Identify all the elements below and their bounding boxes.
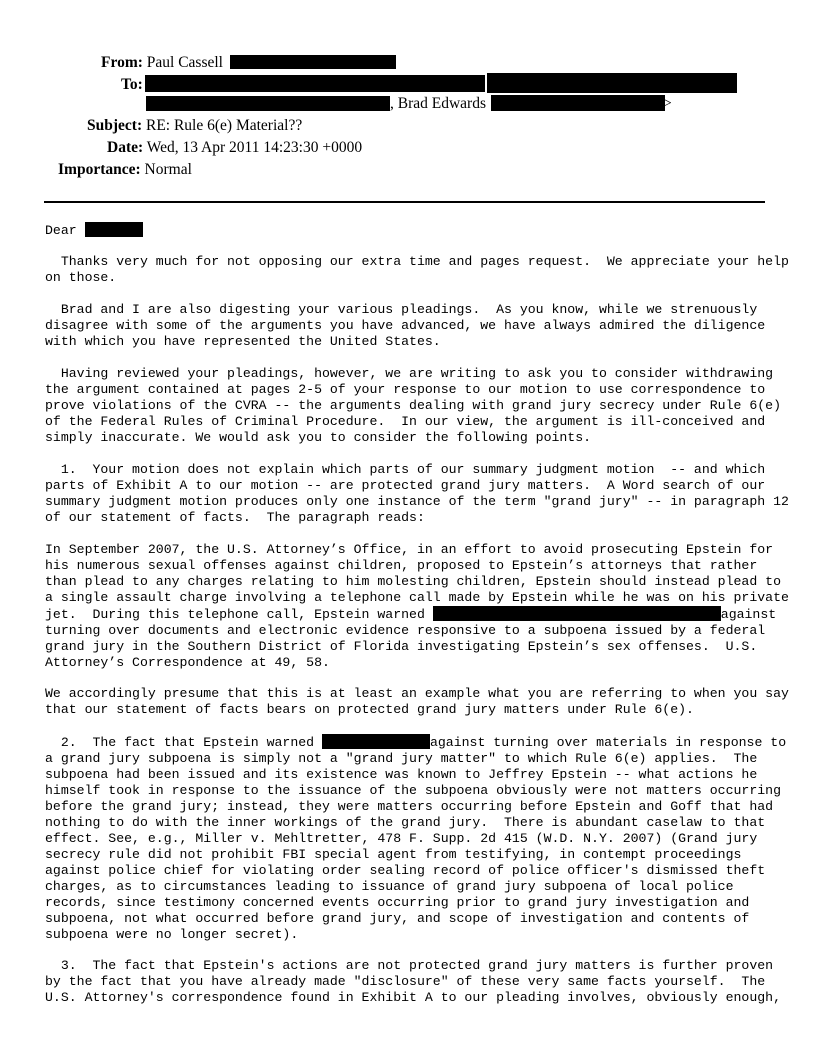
redaction-to-1 [145, 75, 485, 92]
paragraph-5 [45, 686, 789, 718]
text-line: Brad and I are also digesting your various pleadings. As you know, while we strenuously [45, 302, 758, 317]
text-line: nothing to do with the inner workings of the grand jury. There is abundant caselaw to that [45, 815, 766, 830]
quote-pre: jet. During this telephone call, Epstein warned [45, 607, 433, 622]
to-label: To: [121, 76, 143, 93]
text-line: the argument contained at pages 2-5 of your response to our motion to use correspondence to [45, 382, 766, 397]
text-line: a single assault charge involving a telephone call made by Epstein while he was on his private [45, 590, 789, 605]
text-line: with which you have represented the United States. [45, 334, 441, 349]
to-trail-text: > [663, 95, 672, 112]
text-line: 1. Your motion does not explain which parts of our summary judgment motion -- and which [45, 462, 766, 477]
from-label: From: [101, 54, 143, 71]
paragraph-2 [45, 302, 765, 350]
redaction-to-4 [491, 95, 665, 111]
redaction-p6 [322, 734, 430, 749]
importance-label: Importance: [58, 161, 141, 178]
text-line: of the Federal Rules of Criminal Procedure. In our view, the argument is ill-conceived and [45, 414, 766, 429]
text-line: parts of Exhibit A to our motion -- are protected grand jury matters. A Word search of our [45, 478, 766, 493]
text-line: by the fact that you have already made "disclosure" of these very same facts yourself. The [45, 974, 766, 989]
text-line: against police chief for violating order sealing record of police officer's dismissed theft [45, 863, 766, 878]
p6-pre: 2. The fact that Epstein warned [45, 735, 322, 750]
importance-value: Normal [144, 161, 192, 178]
redaction-quote [433, 606, 721, 621]
importance-row [58, 161, 192, 179]
paragraph-7 [45, 958, 781, 1006]
subject-row [87, 117, 302, 135]
text-line: on those. [45, 270, 117, 285]
redaction-salutation [85, 222, 143, 237]
redaction-to-3 [146, 96, 390, 111]
quoted-paragraph [45, 542, 789, 671]
paragraph-4 [45, 462, 789, 526]
salutation-text: Dear [45, 223, 85, 238]
text-line: effect. See, e.g., Miller v. Mehltretter, 478 F. Supp. 2d 415 (W.D. N.Y. 2007) (Grand jury [45, 831, 758, 846]
header-divider [44, 201, 765, 203]
to-name [390, 95, 486, 113]
from-value: Paul Cassell [146, 54, 223, 71]
text-line: prove violations of the CVRA -- the arguments dealing with grand jury secrecy under Rule 6(e) [45, 398, 781, 413]
text-line: disagree with some of the arguments you have advanced, we have always admired the diligence [45, 318, 766, 333]
text-line: charges, as to circumstances leading to issuance of grand jury subpoena of local police [45, 879, 734, 894]
date-value: Wed, 13 Apr 2011 14:23:30 +0000 [146, 139, 363, 156]
text-line: subpoena, not what occurred before grand jury, and scope of investigation and contents of [45, 911, 750, 926]
text-line: turning over documents and electronic evidence responsive to a subpoena issued by a federal [45, 623, 766, 638]
text-line: U.S. Attorney's correspondence found in Exhibit A to our pleading involves, obviously enough, [45, 990, 781, 1005]
text-line-with-redaction [45, 606, 789, 623]
subject-label: Subject: [87, 117, 143, 134]
text-line: We accordingly presume that this is at least an example what you are referring to when you say [45, 686, 789, 701]
text-line: Thanks very much for not opposing our extra time and pages request. We appreciate your help [45, 254, 789, 269]
text-line: simply inaccurate. We would ask you to consider the following points. [45, 430, 592, 445]
text-line: before the grand jury; instead, they were matters occurring before Epstein and Goff that had [45, 799, 774, 814]
text-line-with-redaction [45, 734, 786, 751]
text-line: subpoena had been issued and its existence was known to Jeffrey Epstein -- what actions he [45, 767, 758, 782]
text-line: summary judgment motion produces only one instance of the term "grand jury" -- in paragraph 12 [45, 494, 789, 509]
quote-post: against [720, 607, 777, 622]
salutation [45, 222, 143, 239]
text-line: records, since testimony concerned events occurring prior to grand jury investigation and [45, 895, 750, 910]
text-line: subpoena were no longer secret). [45, 927, 299, 942]
paragraph-1 [45, 254, 789, 286]
text-line: a grand jury subpoena is simply not a "grand jury matter" to which Rule 6(e) applies. The [45, 751, 758, 766]
text-line: his numerous sexual offenses against children, proposed to Epstein’s attorneys that rather [45, 558, 758, 573]
text-line: himself took in response to the issuance of the subpoena obviously were not matters occurring [45, 783, 781, 798]
redaction-to-2 [487, 73, 737, 93]
paragraph-3 [45, 366, 781, 446]
text-line: In September 2007, the U.S. Attorney’s Office, in an effort to avoid prosecuting Epstein for [45, 542, 774, 557]
date-label: Date: [107, 139, 144, 156]
to-name-text: , Brad Edwards [390, 95, 486, 112]
text-line: Attorney’s Correspondence at 49, 58. [45, 655, 330, 670]
text-line: secrecy rule did not prohibit FBI special agent from testifying, in contempt proceedings [45, 847, 742, 862]
p6-post: against turning over materials in response to [429, 735, 787, 750]
text-line: than plead to any charges relating to him molesting children, Epstein should instead plead to [45, 574, 781, 589]
to-trail [663, 95, 672, 113]
date-row [107, 139, 362, 157]
text-line: Having reviewed your pleadings, however, we are writing to ask you to consider withdrawing [45, 366, 774, 381]
from-row [101, 54, 223, 72]
redaction-from-email [230, 55, 396, 69]
text-line: of our statement of facts. The paragraph reads: [45, 510, 425, 525]
to-row [121, 76, 143, 94]
paragraph-6 [45, 734, 786, 943]
text-line: 3. The fact that Epstein's actions are not protected grand jury matters is further proven [45, 958, 774, 973]
subject-value: RE: Rule 6(e) Material?? [145, 117, 303, 134]
text-line: that our statement of facts bears on protected grand jury matters under Rule 6(e). [45, 702, 694, 717]
text-line: grand jury in the Southern District of Florida investigating Epstein’s sex offenses. U.S. [45, 639, 758, 654]
